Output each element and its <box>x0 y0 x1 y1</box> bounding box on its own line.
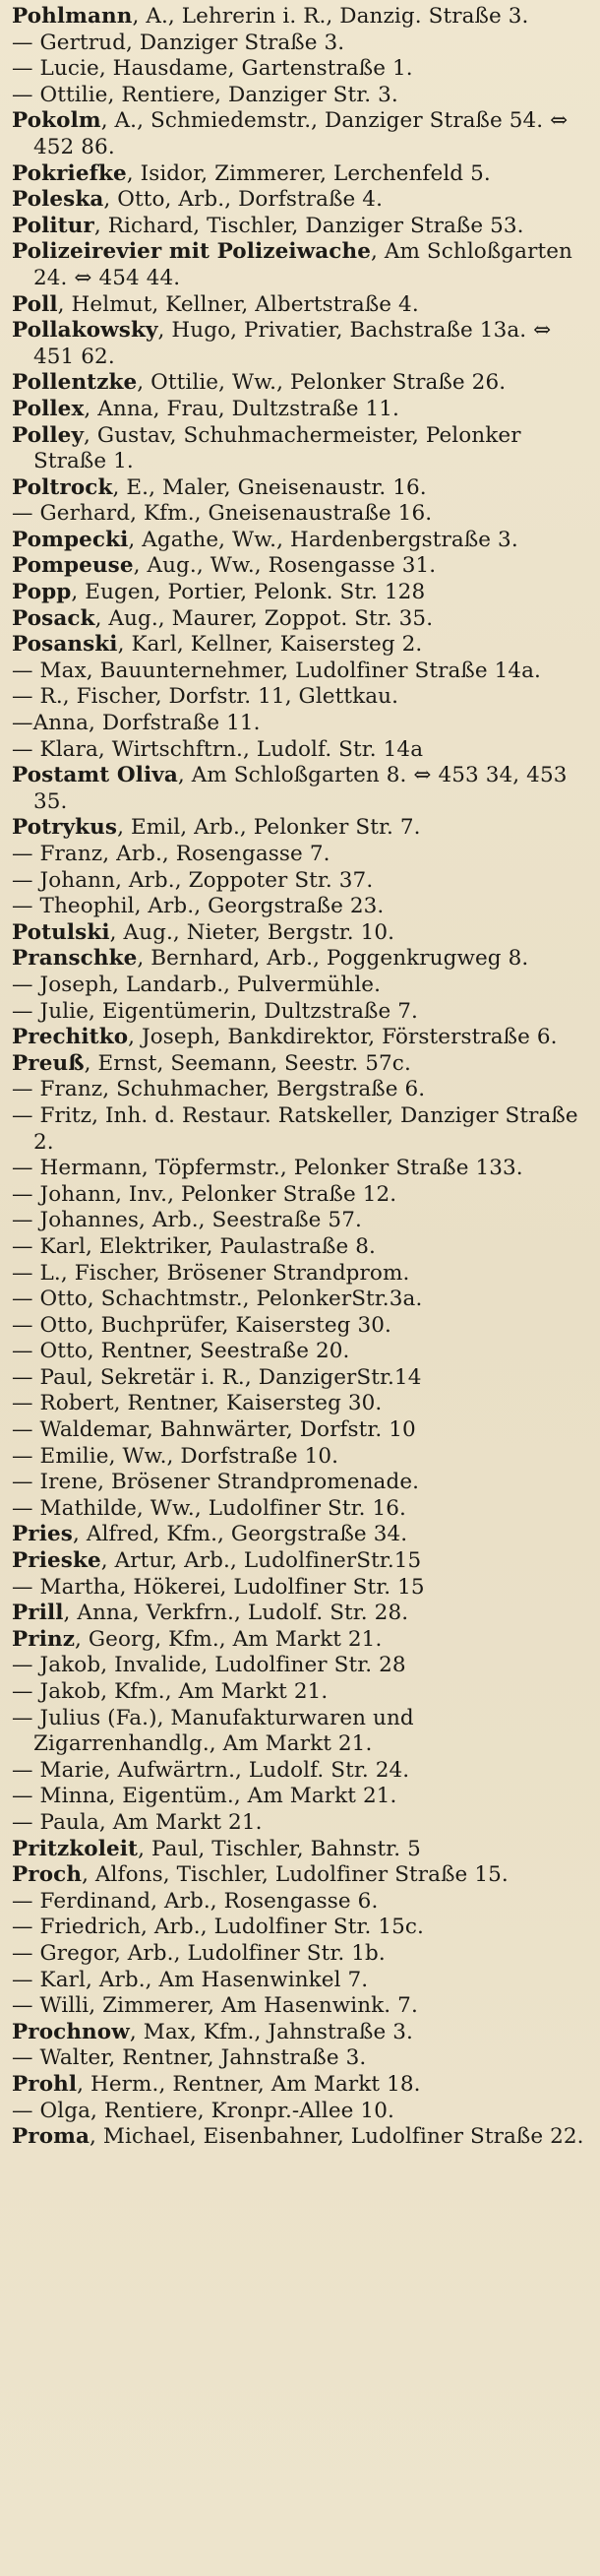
directory-entry <box>12 684 588 711</box>
directory-entry <box>12 1051 588 1078</box>
entry-name: — Julius (Fa.) <box>12 1705 157 1730</box>
entry-details: , Anna, Frau, Dultzstraße 11. <box>84 396 399 421</box>
entry-details: , Arb., Rosengasse 6. <box>150 1888 379 1914</box>
directory-entry <box>12 1313 588 1340</box>
entry-details: , Landarb., Pulvermühle. <box>112 972 382 997</box>
entry-details: , Dorfstraße 11. <box>89 711 261 736</box>
directory-entry <box>12 1601 588 1627</box>
entry-details: , Arb., Zoppoter Str. 37. <box>115 867 374 893</box>
entry-details: , Arb., Am Hasenwinkel 7. <box>85 1967 369 1992</box>
directory-entry <box>12 763 588 815</box>
entry-details: , Zimmerer, Am Hasenwink. 7. <box>89 1993 418 2019</box>
entry-name: — Olga <box>12 2098 91 2123</box>
entry-details: , Arb., Ludolfiner Str. 15c. <box>141 1915 424 1940</box>
directory-entry <box>12 1706 588 1758</box>
entry-name: Pollakowsky <box>12 318 158 344</box>
entry-name: — Otto <box>12 1287 88 1312</box>
directory-entry <box>12 108 588 160</box>
entry-details: , Inh. d. Restaur. Ratskeller, Danziger Straße 2. <box>33 1102 578 1155</box>
directory-entry <box>12 397 588 423</box>
entry-name: — Gregor <box>12 1940 114 1966</box>
entry-name: — L. <box>12 1260 61 1286</box>
entry-details: , Aufwärtrn., Ludolf. Str. 24. <box>103 1757 410 1783</box>
entry-details: , Brösener Strandpromenade. <box>97 1470 420 1495</box>
directory-entry <box>12 1862 588 1889</box>
entry-name: Pollentzke <box>12 370 138 396</box>
directory-entry <box>12 973 588 999</box>
entry-name: Prinz <box>12 1626 76 1652</box>
directory-entry <box>12 553 588 580</box>
entry-name: Proma <box>12 2124 90 2150</box>
entry-name: — Mathilde <box>12 1495 137 1521</box>
entry-details: , Am Markt 21. <box>98 1809 263 1835</box>
directory-entry <box>12 2124 588 2151</box>
entry-details: , Gustav, Schuhmachermeister, Pelonker Straße 1. <box>33 422 521 474</box>
entry-details: , Isidor, Zimmerer, Lerchenfeld 5. <box>126 160 491 186</box>
directory-entry <box>12 580 588 606</box>
directory-entry <box>12 1261 588 1288</box>
directory-entry <box>12 1417 588 1444</box>
directory-entry <box>12 737 588 764</box>
entry-details: , Rentner, Jahnstraße 3. <box>108 2045 367 2071</box>
directory-entry <box>12 1758 588 1785</box>
entry-details: , A., Schmiedemstr., Danziger Straße 54. ⇔ 452 86. <box>33 108 569 159</box>
entry-details: , Ernst, Seemann, Seestr. 57c. <box>84 1050 411 1076</box>
entry-details: , Artur, Arb., LudolfinerStr.15 <box>100 1548 422 1574</box>
entry-name: Pranschke <box>12 946 138 972</box>
directory-entry <box>12 711 588 737</box>
entry-name: — Robert <box>12 1391 114 1416</box>
entry-name: Popp <box>12 580 72 605</box>
entry-details: , Fischer, Brösener Strandprom. <box>60 1260 410 1286</box>
directory-entry <box>12 2020 588 2046</box>
entry-details: , Arb., Ludolfiner Str. 1b. <box>113 1940 386 1966</box>
directory-entry <box>12 1993 588 2020</box>
directory-entry <box>12 1025 588 1051</box>
entry-name: — Ottilie <box>12 82 108 107</box>
entry-details: , Bahnwärter, Dorfstr. 10 <box>146 1417 416 1443</box>
entry-name: —Anna <box>12 711 90 736</box>
entry-name: — Otto <box>12 1312 88 1338</box>
entry-details: , Arb., Rosengasse 7. <box>102 842 330 866</box>
entry-details: , Inv., Pelonker Straße 12. <box>115 1181 397 1207</box>
directory-entry <box>12 1653 588 1679</box>
directory-entry <box>12 56 588 83</box>
entry-details: , Agathe, Ww., Hardenbergstraße 3. <box>128 527 518 552</box>
entry-details: , Eigentüm., Am Markt 21. <box>108 1784 397 1809</box>
directory-entry <box>12 370 588 397</box>
entry-name: Pohlmann <box>12 4 133 29</box>
directory-entry <box>12 842 588 868</box>
entry-details: , Kfm., Gneisenaustraße 16. <box>130 501 433 527</box>
entry-details: , Hökerei, Ludolfiner Str. 15 <box>119 1574 425 1600</box>
entry-details: , Hugo, Privatier, Bachstraße 13a. ⇔ 451 62. <box>33 318 552 369</box>
directory-entry <box>12 1968 588 1994</box>
directory-entry <box>12 239 588 291</box>
directory-entry <box>12 1208 588 1234</box>
entry-name: — Johann <box>12 1181 116 1207</box>
entry-name: Poleska <box>12 187 104 213</box>
entry-name: — Walter <box>12 2045 109 2071</box>
entry-details: , Eigentümerin, Dultzstraße 7. <box>88 998 418 1024</box>
directory-entry <box>12 2072 588 2099</box>
directory-entry <box>12 1365 588 1392</box>
entry-name: — Hermann <box>12 1156 142 1181</box>
entry-name: Potulski <box>12 919 110 945</box>
entry-name: Preuß <box>12 1050 85 1076</box>
entry-name: — Willi <box>12 1993 90 2019</box>
entry-details: , Rentner, Kaisersteg 30. <box>113 1391 383 1416</box>
entry-name: Politur <box>12 213 94 238</box>
entry-name: — Klara <box>12 736 98 762</box>
directory-entry <box>12 475 588 502</box>
directory-entry <box>12 1679 588 1706</box>
entry-name: — Fritz <box>12 1102 92 1128</box>
entry-name: Poll <box>12 291 58 317</box>
entry-name: Posanski <box>12 632 118 658</box>
directory-entry <box>12 1391 588 1417</box>
entry-name: Polley <box>12 422 85 448</box>
entry-name: — Karl <box>12 1233 86 1259</box>
directory-entry <box>12 659 588 685</box>
entry-name: Pritzkoleit <box>12 1836 139 1861</box>
entry-details: , Manufakturwaren und Zigarrenhandlg., Am Markt 21. <box>33 1705 414 1757</box>
entry-details: , A., Lehrerin i. R., Danzig. Straße 3. <box>132 4 529 29</box>
entry-details: , Danziger Straße 3. <box>125 30 345 55</box>
entry-name: Pokriefke <box>12 160 127 186</box>
entry-name: Polizeirevier mit Polizeiwache <box>12 239 371 265</box>
entry-name: — Friedrich <box>12 1915 142 1940</box>
directory-entry <box>12 894 588 920</box>
directory-entry <box>12 606 588 633</box>
entry-name: Prechitko <box>12 1025 129 1050</box>
entry-name: — Jakob <box>12 1653 101 1678</box>
entry-name: Pompecki <box>12 527 129 552</box>
entry-details: , Kfm., Am Markt 21. <box>100 1679 329 1704</box>
entry-name: — Max <box>12 658 87 683</box>
entry-details: , Bauunternehmer, Ludolfiner Straße 14a. <box>86 658 541 683</box>
entry-details: , Richard, Tischler, Danziger Straße 53. <box>93 213 524 238</box>
directory-entry <box>12 1575 588 1602</box>
directory-entry <box>12 1182 588 1209</box>
entry-details: , Ww., Dorfstraße 10. <box>108 1443 339 1469</box>
entry-name: Prochnow <box>12 2019 130 2044</box>
directory-entry <box>12 1889 588 1916</box>
directory-entry <box>12 528 588 554</box>
entry-name: — Ferdinand <box>12 1888 151 1914</box>
directory-entry <box>12 292 588 319</box>
directory-entry <box>12 632 588 659</box>
entry-details: , Am Schloßgarten 24. ⇔ 454 44. <box>33 239 572 290</box>
directory-entry <box>12 1496 588 1523</box>
entry-name: Prohl <box>12 2071 78 2097</box>
entry-name: — Waldemar <box>12 1417 147 1443</box>
directory-entry <box>12 1234 588 1261</box>
entry-name: — Marie <box>12 1757 104 1783</box>
entry-details: , Ww., Ludolfiner Str. 16. <box>136 1495 406 1521</box>
entry-details: , Otto, Arb., Dorfstraße 4. <box>103 187 383 213</box>
entry-name: Potrykus <box>12 815 118 841</box>
directory-entry <box>12 1941 588 1968</box>
directory-entry <box>12 161 588 188</box>
entry-details: , Joseph, Bankdirektor, Försterstraße 6. <box>128 1025 558 1050</box>
entry-name: Proch <box>12 1862 83 1888</box>
entry-details: , E., Maler, Gneisenaustr. 16. <box>112 474 427 500</box>
directory-entry <box>12 423 588 475</box>
directory-entry <box>12 1470 588 1496</box>
entry-details: , Helmut, Kellner, Albertstraße 4. <box>57 291 419 317</box>
entry-details: , Michael, Eisenbahner, Ludolfiner Straße 22. <box>90 2124 584 2150</box>
entry-details: , Sekretär i. R., DanzigerStr.14 <box>86 1364 422 1390</box>
directory-entry <box>12 1522 588 1548</box>
entry-details: , Töpfermstr., Pelonker Straße 133. <box>141 1156 523 1181</box>
entry-details: , Rentner, Seestraße 20. <box>87 1339 350 1364</box>
entry-name: — Gerhard <box>12 501 131 527</box>
entry-name: Pries <box>12 1522 73 1547</box>
entry-name: Postamt Oliva <box>12 763 178 788</box>
entry-details: , Invalide, Ludolfiner Str. 28 <box>100 1653 406 1678</box>
entry-details: , Wirtschftrn., Ludolf. Str. 14a <box>97 736 424 762</box>
entry-details: , Georg, Kfm., Am Markt 21. <box>75 1626 383 1652</box>
entry-details: , Am Schloßgarten 8. ⇔ 453 34, 453 35. <box>33 763 568 814</box>
directory-entry <box>12 1103 588 1156</box>
entry-name: — Lucie <box>12 56 99 82</box>
entry-name: — Paul <box>12 1364 87 1390</box>
entry-name: Prieske <box>12 1548 101 1574</box>
entry-name: — Franz <box>12 842 103 866</box>
entry-details: , Aug., Nieter, Bergstr. 10. <box>109 919 395 945</box>
directory-entry <box>12 1548 588 1575</box>
entry-name: Prill <box>12 1601 64 1626</box>
directory-entry <box>12 815 588 842</box>
entry-name: Pompeuse <box>12 553 134 579</box>
entry-name: — Otto <box>12 1339 88 1364</box>
entry-details: , Arb., Seestraße 57. <box>139 1208 362 1233</box>
directory-entry <box>12 1915 588 1941</box>
entry-name: — Emilie <box>12 1443 109 1469</box>
entry-details: , Max, Kfm., Jahnstraße 3. <box>129 2019 413 2044</box>
entry-name: — Paula <box>12 1809 99 1835</box>
entry-details: , Aug., Ww., Rosengasse 31. <box>133 553 437 579</box>
entry-name: — Jakob <box>12 1679 101 1704</box>
directory-entry <box>12 214 588 240</box>
entry-details: , Elektriker, Paulastraße 8. <box>85 1233 376 1259</box>
entry-details: , Hausdame, Gartenstraße 1. <box>98 56 413 82</box>
entry-name: Posack <box>12 605 95 631</box>
entry-details: , Rentiere, Kronpr.-Allee 10. <box>90 2098 394 2123</box>
directory-entry <box>12 1339 588 1365</box>
directory-entry <box>12 868 588 895</box>
directory-entry <box>12 946 588 973</box>
directory-entry <box>12 2099 588 2125</box>
entry-name: — Irene <box>12 1470 98 1495</box>
directory-entry <box>12 501 588 528</box>
entry-details: , Schachtmstr., PelonkerStr.3a. <box>87 1287 423 1312</box>
directory-entry <box>12 83 588 109</box>
directory-entry <box>12 2045 588 2072</box>
directory-entry <box>12 1810 588 1837</box>
directory-entry <box>12 999 588 1026</box>
entry-name: — Julie <box>12 998 89 1024</box>
entry-name: — Theophil <box>12 894 135 919</box>
directory-entry <box>12 1627 588 1654</box>
entry-details: , Anna, Verkfrn., Ludolf. Str. 28. <box>63 1601 409 1626</box>
entry-name: Pokolm <box>12 108 101 134</box>
entry-details: , Fischer, Dorfstr. 11, Glettkau. <box>62 684 399 710</box>
entry-details: , Eugen, Portier, Pelonk. Str. 128 <box>71 580 426 605</box>
entry-name: — Franz <box>12 1077 103 1102</box>
directory-entry <box>12 1156 588 1182</box>
entry-name: Poltrock <box>12 474 113 500</box>
entry-name: — Gertrud <box>12 30 126 55</box>
entry-details: , Paul, Tischler, Bahnstr. 5 <box>138 1836 421 1861</box>
entry-name: — Joseph <box>12 972 113 997</box>
entry-details: , Emil, Arb., Pelonker Str. 7. <box>117 815 421 841</box>
directory-entry <box>12 1837 588 1863</box>
entry-details: , Arb., Georgstraße 23. <box>134 894 385 919</box>
entry-details: , Karl, Kellner, Kaisersteg 2. <box>117 632 423 658</box>
entry-details: , Herm., Rentner, Am Markt 18. <box>77 2071 421 2097</box>
entry-name: — Johann <box>12 867 116 893</box>
directory-entry <box>12 187 588 214</box>
directory-entry <box>12 920 588 947</box>
entry-details: , Alfons, Tischler, Ludolfiner Straße 15. <box>82 1862 509 1888</box>
directory-entry <box>12 1077 588 1103</box>
entry-details: , Aug., Maurer, Zoppot. Str. 35. <box>94 605 434 631</box>
entry-name: — Johannes <box>12 1208 140 1233</box>
entry-details: , Buchprüfer, Kaisersteg 30. <box>87 1312 391 1338</box>
entry-name: — Minna <box>12 1784 109 1809</box>
entry-name: — Karl <box>12 1967 86 1992</box>
entry-name: — R. <box>12 684 63 710</box>
directory-entry <box>12 31 588 57</box>
entry-details: , Rentiere, Danziger Str. 3. <box>107 82 398 107</box>
entry-details: , Bernhard, Arb., Poggenkrugweg 8. <box>137 946 529 972</box>
entry-details: , Ottilie, Ww., Pelonker Straße 26. <box>137 370 507 396</box>
entry-details: , Schuhmacher, Bergstraße 6. <box>102 1077 426 1102</box>
directory-entry <box>12 1784 588 1810</box>
directory-entry <box>12 4 588 31</box>
directory-entry <box>12 1444 588 1471</box>
entry-details: , Alfred, Kfm., Georgstraße 34. <box>72 1522 408 1547</box>
directory-entry <box>12 318 588 370</box>
entry-name: — Martha <box>12 1574 120 1600</box>
directory-entry <box>12 1287 588 1313</box>
entry-name: Pollex <box>12 396 85 421</box>
